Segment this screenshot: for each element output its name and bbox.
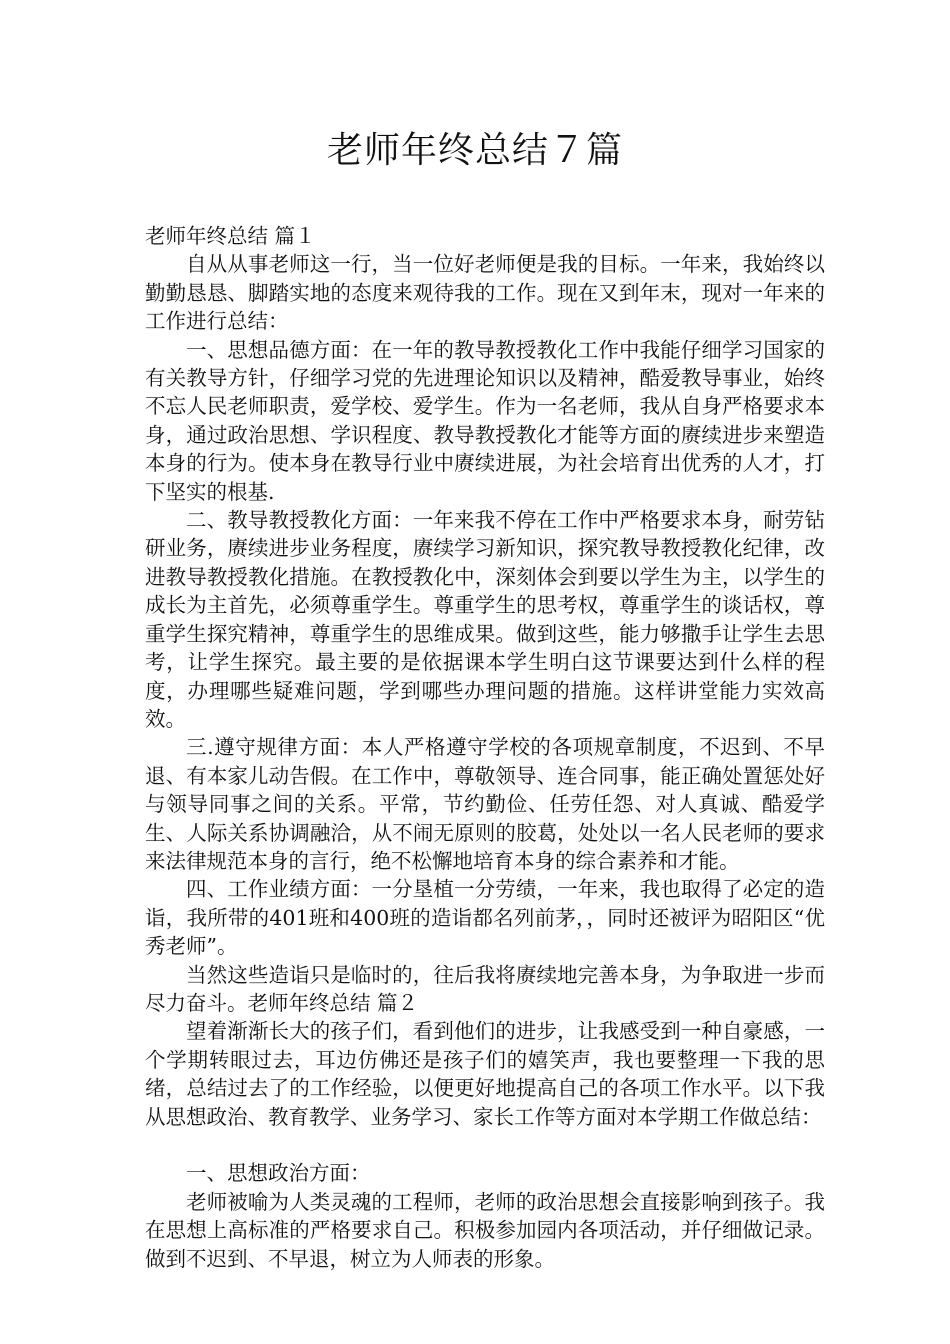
section-heading: 老师年终总结 篇１	[145, 224, 316, 248]
paragraph: 一、思想品德方面：在一年的教导教授教化工作中我能仔细学习国家的有关教导方针，仔细学习党的先进理论知识以及精神，酷爱教导事业，始终不忘人民老师职责，爱学校、爱学生。作为一名老师，我从自身严格要求本身，通过政治思想、学识程度、教导教授教化才能等方面的赓续进步来塑造本身的行为。使本身在教导行业中赓续进展，为社会培育出优秀的人才，打下坚实的根基.	[145, 337, 825, 504]
paragraph: 自从从事老师这一行，当一位好老师便是我的目标。一年来，我始终以勤勤恳恳、脚踏实地的态度来观待我的工作。现在又到年末，现对一年来的工作进行总结：	[145, 252, 825, 334]
document-title: 老师年终总结７篇	[326, 130, 623, 171]
paragraph: 二、教导教授教化方面：一年来我不停在工作中严格要求本身，耐劳钻研业务，赓续进步业务程度，赓续学习新知识，探究教导教授教化纪律，改进教导教授教化措施。在教授教化中，深刻体会到要以学生为主，以学生的成长为主首先，必须尊重学生。尊重学生的思考权，尊重学生的谈话权，尊重学生探究精神，尊重学生的思维成果。做到这些，能力够撒手让学生去思考，让学生探究。最主要的是依据课本学生明白这节课要达到什么样的程度，办理哪些疑难问题，学到哪些办理问题的措施。这样讲堂能力实效高效。	[145, 508, 825, 731]
blank-line	[145, 1131, 825, 1159]
paragraph: 四、工作业绩方面：一分垦植一分劳绩，一年来，我也取得了必定的造诣，我所带的401班和400班的造诣都名列前茅，，同时还被评为昭阳区“优秀老师”。	[145, 877, 825, 959]
subsection-heading: 一、思想政治方面：	[186, 1161, 371, 1186]
paragraph: 老师被喻为人类灵魂的工程师，老师的政治思想会直接影响到孩子。我在思想上高标准的严格要求自己。积极参加园内各项活动，并仔细做记录。做到不迟到、不早退，树立为人师表的形象。	[145, 1189, 825, 1271]
paragraph: 三.遵守规律方面：本人严格遵守学校的各项规章制度，不迟到、不早退、有本家儿动告假。在工作中，尊敬领导、连合同事，能正确处置惩处好与领导同事之间的关系。平常，节约勤俭、任劳任怨、对人真诚、酷爱学生、人际关系协调融洽，从不闹无原则的胶葛，处处以一名人民老师的要求来法律规范本身的言行，绝不松懈地培育本身的综合素养和才能。	[145, 735, 825, 873]
document-body	[145, 222, 825, 1273]
paragraph: 望着渐渐长大的孩子们，看到他们的进步，让我感受到一种自豪感，一个学期转眼过去，耳边仿佛还是孩子们的嬉笑声，我也要整理一下我的思绪，总结过去了的工作经验，以便更好地提高自己的各项工作水平。以下我从思想政治、教育教学、业务学习、家长工作等方面对本学期工作做总结：	[145, 1019, 825, 1129]
paragraph: 当然这些造诣只是临时的，往后我将赓续地完善本身，为争取进一步而尽力奋斗。老师年终总结 篇２	[145, 962, 825, 1015]
